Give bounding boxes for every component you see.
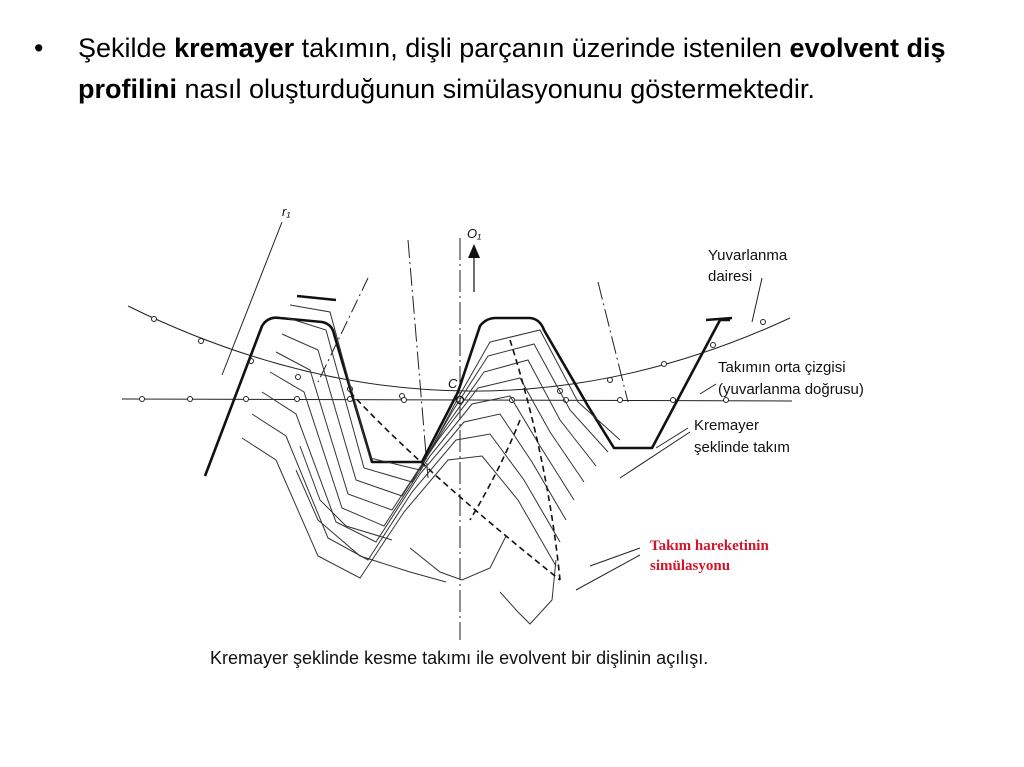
bold-term-kremayer: kremayer: [174, 33, 295, 63]
bold-term-evolvent: evolvent diş profilini: [78, 33, 946, 104]
bullet-dot: •: [34, 33, 44, 63]
text-segment: Şekilde: [78, 33, 175, 63]
diagram-caption: Kremayer şeklinde kesme takımı ile evolvent bir dişlinin açılışı.: [210, 648, 709, 668]
label-simulation-line2: simülasyonu: [650, 558, 731, 574]
text-segment: nasıl oluşturduğunun simülasyonunu göstermektedir.: [176, 74, 815, 104]
label-rolling-circle-line2: dairesi: [708, 268, 753, 285]
simulation-curves: [242, 305, 620, 624]
rolling-circle-markers: [152, 317, 766, 399]
rack-tool-profile: [205, 318, 730, 476]
radial-line-left: [408, 240, 428, 478]
radius-symbol-r1: r₁: [282, 204, 291, 219]
rolling-circle-arc: [128, 306, 790, 391]
direction-arrow-head: [468, 244, 480, 258]
label-pitch-line-line1: Takımın orta çizgisi: [718, 359, 846, 376]
label-rack-tool-line2: şeklinde takım: [694, 439, 790, 456]
label-pitch-line-line2: (yuvarlanma doğrusu): [718, 381, 864, 398]
text-segment: takımın, dişli parçanın üzerinde istenilen: [294, 33, 790, 63]
label-simulation-line1: Takım hareketinin: [650, 538, 769, 554]
rack-tool-top-left: [297, 296, 336, 300]
pitch-point-symbol-C: C: [448, 376, 458, 391]
label-rolling-circle-line1: Yuvarlanma: [708, 247, 788, 264]
label-rack-tool-line1: Kremayer: [694, 417, 760, 434]
radial-line-right: [598, 282, 628, 402]
center-symbol-O1: O₁: [467, 226, 482, 241]
